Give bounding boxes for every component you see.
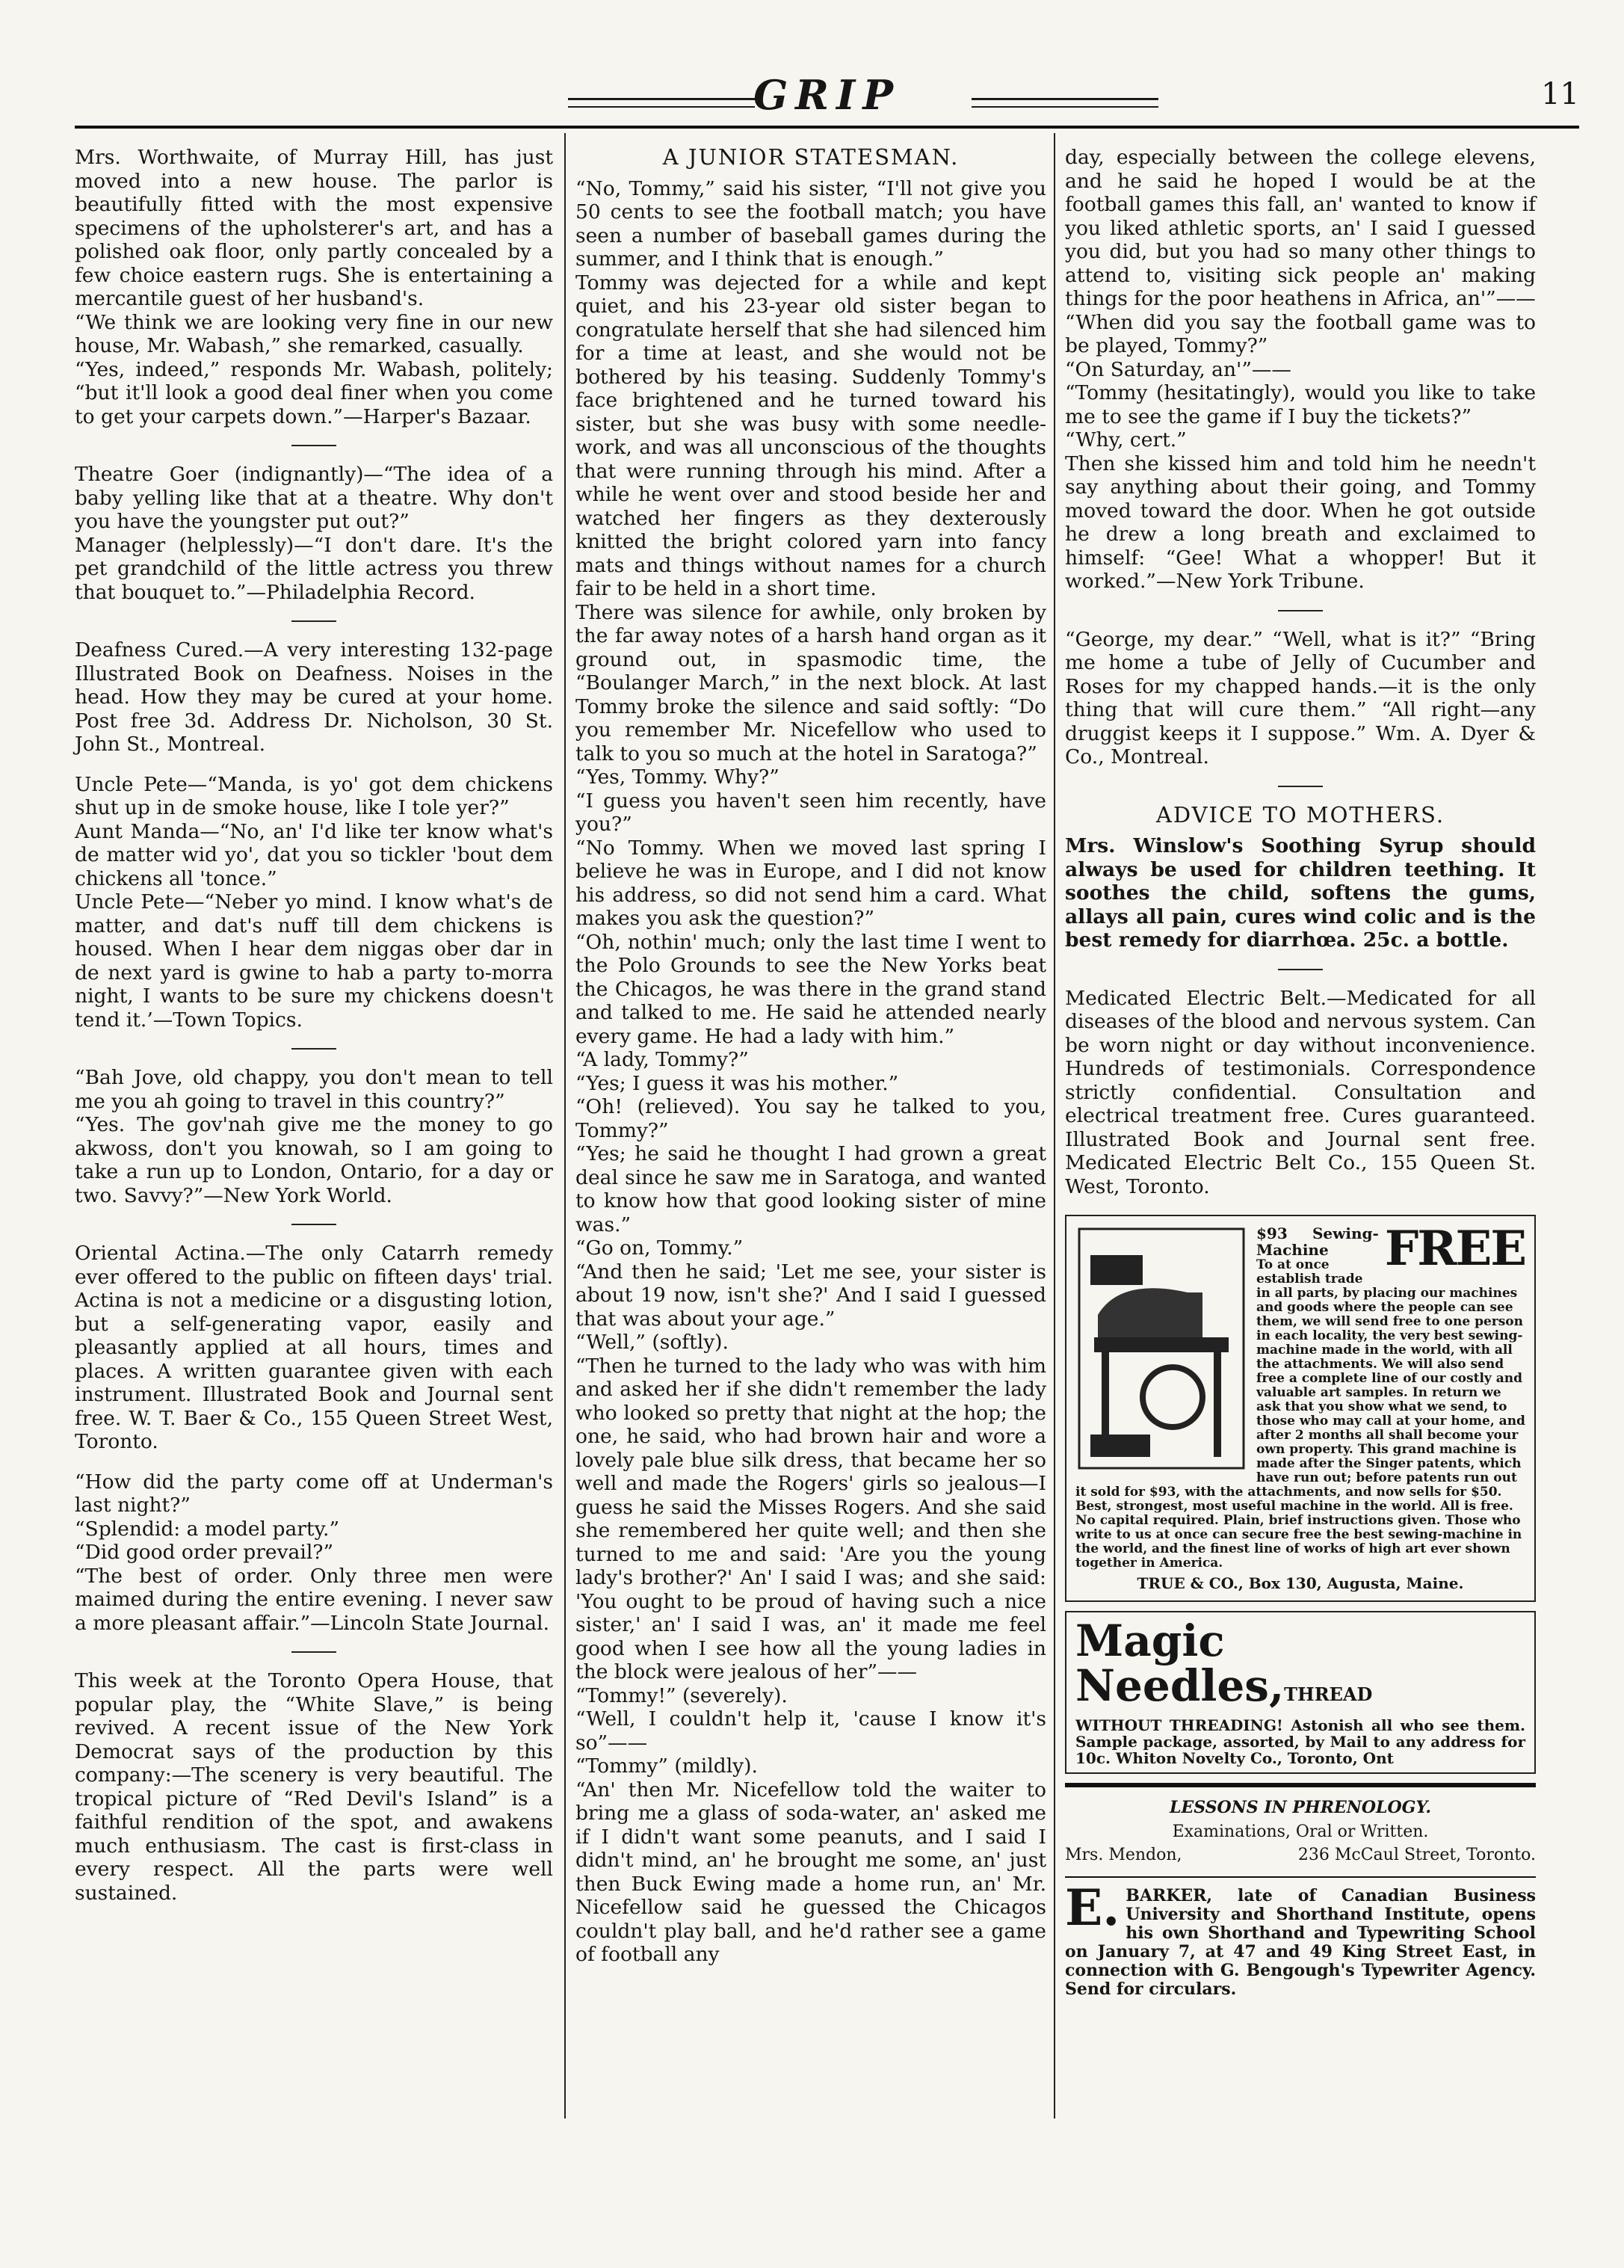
sewing-machine-ad — [1065, 1215, 1536, 1602]
magic-body: WITHOUT THREADING! Astonish all who see them. Sample package, assorted, by Mail to any address for 10c. Whiton Novelty Co., Toronto, Ont — [1075, 1716, 1525, 1767]
story-paragraph: “An' then Mr. Nicefellow told the waiter to bring me a glass of soda-water, an' asked me if I didn't want some peanuts, and I said I didn't mind, an' he brought me some, an' just then Buck Ewing made a home run, an' Mr. Nicefellow said he guessed the Chicagos couldn't play ball, and he'd rather see a game of football any — [575, 1778, 1046, 1966]
phrenology-title: LESSONS IN PHRENOLOGY. — [1169, 1798, 1431, 1817]
separator — [1278, 610, 1323, 611]
story-paragraph: “Yes; I guess it was his mother.” — [575, 1071, 899, 1095]
story-paragraph: “Well, I couldn't help it, 'cause I know it's so”—— — [575, 1707, 1046, 1754]
article-paragraph: Mrs. Worthwaite, of Murray Hill, has just moved into a new house. The parlor is beautifully fitted with the most expensive specimens of the upholsterer's art, and has a polished oak floor, only partly concealed by a few choice eastern rugs. She is entertaining a mercantile guest of her husband's. — [75, 146, 553, 310]
magic-thread: THREAD — [1284, 1683, 1373, 1705]
rule — [1065, 1783, 1536, 1787]
column-3 — [1065, 146, 1536, 1999]
phrenology-name: Mrs. Mendon, — [1065, 1846, 1182, 1864]
story-paragraph: “I guess you haven't seen him recently, have you?” — [575, 789, 1046, 836]
story-paragraph: “Oh, nothin' much; only the last time I went to the Polo Grounds to see the New Yorks beat the Chicagos, he was there in the grand stand and talked to me. He said he attended nearly every game. He had a lady with him.” — [575, 930, 1046, 1048]
article-paragraph: “Did good order prevail?” — [75, 1541, 334, 1564]
article-paragraph: “Bah Jove, old chappy, you don't mean to tell me you ah going to travel in this country?” — [75, 1066, 553, 1113]
story-paragraph: “Tommy!” (severely). — [575, 1683, 788, 1707]
story-paragraph: “Yes, Tommy. Why?” — [575, 765, 779, 789]
separator — [1278, 786, 1323, 787]
advertisement-jelly: “George, my dear.” “Well, what is it?” “Bring me home a tube of Jelly of Cucumber and Roses for my chapped hands.—it is the only thing that will cure them.” “All right—any druggist keeps it I suppose.” Wm. A. Dyer & Co., Montreal. — [1065, 627, 1536, 768]
story-paragraph: “Well,” (softly). — [575, 1331, 729, 1354]
story-paragraph: “When did you say the football game was to be played, Tommy?” — [1065, 310, 1536, 357]
column-2 — [575, 146, 1046, 1967]
story-paragraph: “Then he turned to the lady who was with him and asked her if she didn't remember the lady who looked so pretty that night at the hop; the one, he said, who had brown hair and wore a lovely pale blue silk dress, that became her so well and made the Rogers' girls so jealous—I guess he said the Misses Rogers. And she said she remembered her quite well; and then she turned to me and said: 'Are you the young lady's brother?' An' I said I was; and she said: 'You ought to be proud of having such a nice sister,' an' I said I was, an' it made me feel good when I see how all the young ladies in the block were jealous of her”—— — [575, 1354, 1046, 1683]
article-paragraph: “How did the party come off at Underman's last night?” — [75, 1470, 553, 1517]
story-paragraph: “Why, cert.” — [1065, 428, 1187, 452]
top-rule — [75, 126, 1579, 129]
article-paragraph: “Yes. The gov'nah give me the money to go akwoss, don't you knowah, so I am going to take a run up to London, Ontario, for a day or two. Savvy?”—New York World. — [75, 1113, 553, 1207]
separator — [291, 1224, 336, 1225]
story-paragraph: “Oh! (relieved). You say he talked to you, Tommy?” — [575, 1095, 1046, 1142]
barker-ad — [1065, 1878, 1536, 1999]
article-paragraph: Uncle Pete—“Neber yo mind. I know what's de matter, and dat's nuff till dem chickens is housed. When I hear dem niggas ober dar in de next yard is gwine to hab a party to-morra night, I wants to be sure my chickens doesn't tend it.’—Town Topics. — [75, 890, 553, 1032]
advice-heading: ADVICE TO MOTHERS. — [1155, 801, 1445, 828]
magic-needles-ad — [1065, 1611, 1536, 1774]
story-paragraph: There was silence for awhile, only broken by the far away notes of a harsh hand organ as it ground out, in spasmodic time, the “Boulanger March,” in the next block. At last Tommy broke the silence and said softly: “Do you remember Mr. Nicefellow who used to talk to you so much at the hotel in Saratoga?” — [575, 600, 1046, 765]
masthead — [75, 71, 1579, 123]
advertisement-actina: Oriental Actina.—The only Catarrh remedy ever offered to the public on fifteen days' trial. Actina is not a medicine or a disgusting lotion, but a self-generating vapor, easily and pleasantly applied at all hours, times and places. A written guarantee given with each instrument. Illustrated Book and Journal sent free. W. T. Baer & Co., 155 Queen Street West, Toronto. — [75, 1242, 553, 1453]
article-heading: A JUNIOR STATESMAN. — [662, 144, 960, 170]
article-paragraph: Uncle Pete—“Manda, is yo' got dem chickens shut up in de smoke house, like I tole yer?” — [75, 772, 553, 819]
article-paragraph: “Yes, indeed,” responds Mr. Wabash, politely; “but it'll look a good deal finer when you come to get your carpets down.”—Harper's Bazaar. — [75, 357, 553, 428]
sewing-address: TRUE & CO., Box 130, Augusta, Maine. — [1137, 1574, 1464, 1592]
separator — [291, 445, 336, 446]
barker-text: BARKER, late of Canadian Business University and Shorthand Institute, opens his own Shorthand and Typewriting School on January 7, at 47 and 49 King Street East, in connection with G. Bengough's Typewriter Agency. Send for circulars. — [1065, 1885, 1536, 1999]
rule — [1065, 1876, 1536, 1878]
story-paragraph: “And then he said; 'Let me see, your sister is about 19 now, isn't she?' And I said I guessed that was about your age.” — [575, 1260, 1046, 1331]
separator — [1278, 969, 1323, 970]
page-number: 11 — [1541, 77, 1579, 111]
advertisement-deafness: Deafness Cured.—A very interesting 132-page Illustrated Book on Deafness. Noises in the head. How they may be cured at your home. Post free 3d. Address Dr. Nicholson, 30 St. John St., Montreal. — [75, 638, 553, 756]
article-paragraph: Aunt Manda—“No, an' I'd like ter know what's de matter wid yo', dat you so tickler 'bout dem chickens all 'tonce.” — [75, 819, 553, 890]
separator — [291, 620, 336, 622]
free-label: FREE — [1384, 1221, 1525, 1277]
separator — [291, 1651, 336, 1653]
story-paragraph: “On Saturday, an'”—— — [1065, 357, 1291, 381]
sewing-headline: $93 Sewing-Machine — [1256, 1224, 1379, 1259]
story-paragraph: “A lady, Tommy?” — [575, 1048, 749, 1071]
story-paragraph: “Tommy (hesitatingly), would you like to take me to see the game if I buy the tickets?” — [1065, 381, 1536, 428]
article-paragraph: “Splendid: a model party.” — [75, 1517, 339, 1541]
article-paragraph: This week at the Toronto Opera House, that popular play, the “White Slave,” is being revived. A recent issue of the New York Democrat says of the production by this company:—The scenery is very beautiful. The tropical picture of “Red Devil's Island” is a faithful rendition of the spot, and awakens much enthusiasm. The cast is first-class in every respect. All the parts were well sustained. — [75, 1669, 553, 1905]
column-divider-2 — [1054, 133, 1055, 2118]
story-paragraph: Tommy was dejected for a while and kept quiet, and his 23-year old sister began to congratulate herself that she had silenced him for a time at least, and she would not be bothered by his teasing. Suddenly Tommy's face brightened and he turned toward his sister, but she was busy with some needle-work, and was all unconscious of the thoughts that were running through his mind. After a while he went over and stood beside her and watched her fingers as they dexterously knitted the bright colored yarn into fancy mats and things without names for a church fair to be held in a short time. — [575, 271, 1046, 600]
advertisement-syrup: Mrs. Winslow's Soothing Syrup should always be used for children teething. It soothes the child, softens the gums, allays all pain, cures wind colic and is the best remedy for diarrhœa. 25c. a bottle. — [1065, 834, 1536, 952]
story-paragraph: “No, Tommy,” said his sister, “I'll not give you 50 cents to see the football match; you have seen a number of baseball games during the summer, and I think that is enough.” — [575, 176, 1046, 271]
article-paragraph: Manager (helplessly)—“I don't dare. It's the pet grandchild of the little actress you threw that bouquet to.”—Philadelphia Record. — [75, 533, 553, 604]
article-paragraph: Theatre Goer (indignantly)—“The idea of a baby yelling like that at a theatre. Why don't you have the youngster put out?” — [75, 463, 553, 533]
sewing-body: To at once establish trade in all parts, by placing our machines and goods where the people can see them, we will send free to one person in each locality, the very best sewing-machine made in the world, with all the attachments. We will also send free a complete line of our costly and valuable art samples. In return we ask that you show what we send, to those who may call at your home, and after 2 months all shall become your own property. This grand machine is made after the Singer patents, which have run out; before patents run out it sold for $93, with the attachments, and now sells for $50. Best, strongest, most useful machine in the world. All is free. No capital required. Plain, brief instructions given. Those who write to us at once can secure free the best sewing-machine in the world, and the finest line of works of high art ever shown together in America. — [1075, 1257, 1525, 1571]
article-paragraph: “The best of order. Only three men were maimed during the entire evening. I never saw a more pleasant affair.”—Lincoln State Journal. — [75, 1564, 553, 1635]
barker-initial: E. — [1065, 1878, 1120, 1937]
masthead-title: GRIP — [753, 71, 901, 119]
sewing-machine-illustration — [1075, 1225, 1247, 1472]
article-paragraph: “We think we are looking very fine in our new house, Mr. Wabash,” she remarked, casually. — [75, 310, 553, 357]
story-paragraph: “No Tommy. When we moved last spring I believe he was in Europe, and I did not know his address, so did not send him a card. What makes you ask the question?” — [575, 836, 1046, 930]
column-divider-1 — [564, 133, 566, 2118]
story-paragraph: day, especially between the college elevens, and he said he hoped I would be at the football games this fall, an' wanted to know if you liked athletic sports, an' I said I guessed you did, but you had so many other things to attend to, visiting sick people an' making things for the poor heathens in Africa, an'”—— — [1065, 146, 1536, 310]
phrenology-address: 236 McCaul Street, Toronto. — [1297, 1846, 1536, 1864]
story-paragraph: “Go on, Tommy.” — [575, 1236, 744, 1260]
story-paragraph: “Yes; he said he thought I had grown a great deal since he saw me in Saratoga, and wanted to know how that good looking sister of mine was.” — [575, 1142, 1046, 1236]
phrenology-line — [1065, 1843, 1536, 1867]
phrenology-sub: Examinations, Oral or Written. — [1172, 1822, 1429, 1841]
separator — [291, 1048, 336, 1050]
column-1 — [75, 146, 553, 1905]
story-paragraph: “Tommy” (mildly). — [575, 1754, 758, 1778]
advertisement-belt: Medicated Electric Belt.—Medicated for all diseases of the blood and nervous system. Can be worn night or day without inconvenience. Hundreds of testimonials. Correspondence strictly confidential. Consultation and electrical treatment free. Cures guaranteed. Illustrated Book and Journal sent free. Medicated Electric Belt Co., 155 Queen St. West, Toronto. — [1065, 986, 1536, 1198]
magic-title: Magic Needles, — [1075, 1615, 1285, 1711]
story-paragraph: Then she kissed him and told him he needn't say anything about their going, and Tommy moved toward the door. When he got outside he drew a long breath and exclaimed to himself: “Gee! What a whopper! But it worked.”—New York Tribune. — [1065, 452, 1536, 593]
